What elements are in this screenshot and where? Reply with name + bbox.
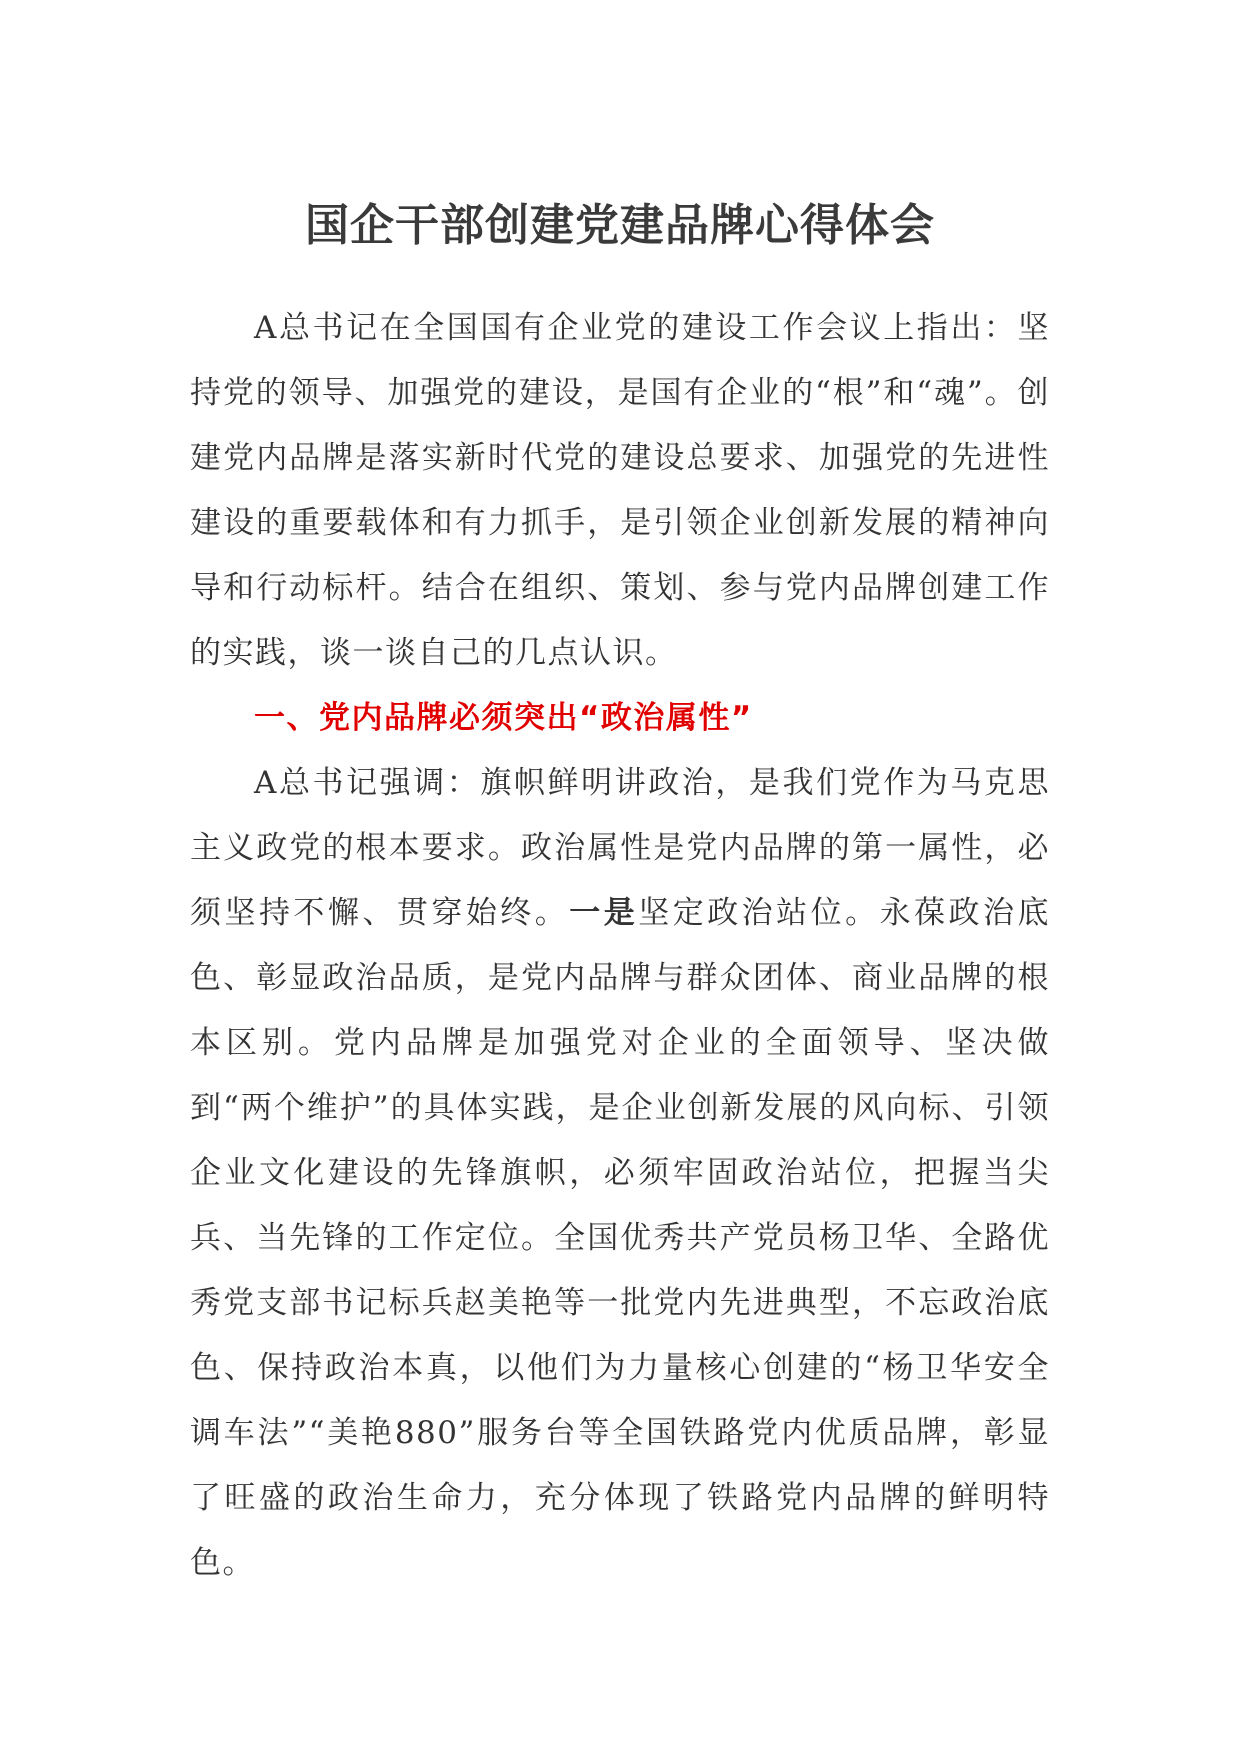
document-body bbox=[190, 296, 1050, 1596]
section1-paragraph-text-part2: 坚定政治站位。永葆政治底色、彰显政治品质，是党内品牌与群众团体、商业品牌的根本区别。党内品牌是加强党对企业的全面领导、坚决做到“两个维护”的具体实践，是企业创新发展的风向标、引领企业文化建设的先锋旗帜，必须牢固政治站位，把握当尖兵、当先锋的工作定位。全国优秀共产党员杨卫华、全路优秀党支部书记标兵赵美艳等一批党内先进典型，不忘政治底色、保持政治本真，以他们为力量核心创建的“杨卫华安全调车法”“美艳880”服务台等全国铁路党内优质品牌，彰显了旺盛的政治生命力，充分体现了铁路党内品牌的鲜明特色。 bbox=[190, 895, 1051, 1581]
section1-paragraph-bold-marker: 一是 bbox=[569, 895, 639, 931]
section1-paragraph-text-part1: A总书记强调：旗帜鲜明讲政治，是我们党作为马克思主义政党的根本要求。政治属性是党内品牌的第一属性，必须坚持不懈、贯穿始终。 bbox=[190, 765, 1050, 931]
document-title: 国企干部创建党建品牌心得体会 bbox=[305, 200, 935, 251]
section1-paragraph bbox=[190, 751, 1050, 1596]
intro-paragraph: A总书记在全国国有企业党的建设工作会议上指出：坚持党的领导、加强党的建设，是国有企业的“根”和“魂”。创建党内品牌是落实新时代党的建设总要求、加强党的先进性建设的重要载体和有力抓手，是引领企业创新发展的精神向导和行动标杆。结合在组织、策划、参与党内品牌创建工作的实践，谈一谈自己的几点认识。 bbox=[190, 310, 1050, 671]
section-heading-political-attribute: 一、党内品牌必须突出“政治属性” bbox=[254, 700, 753, 736]
